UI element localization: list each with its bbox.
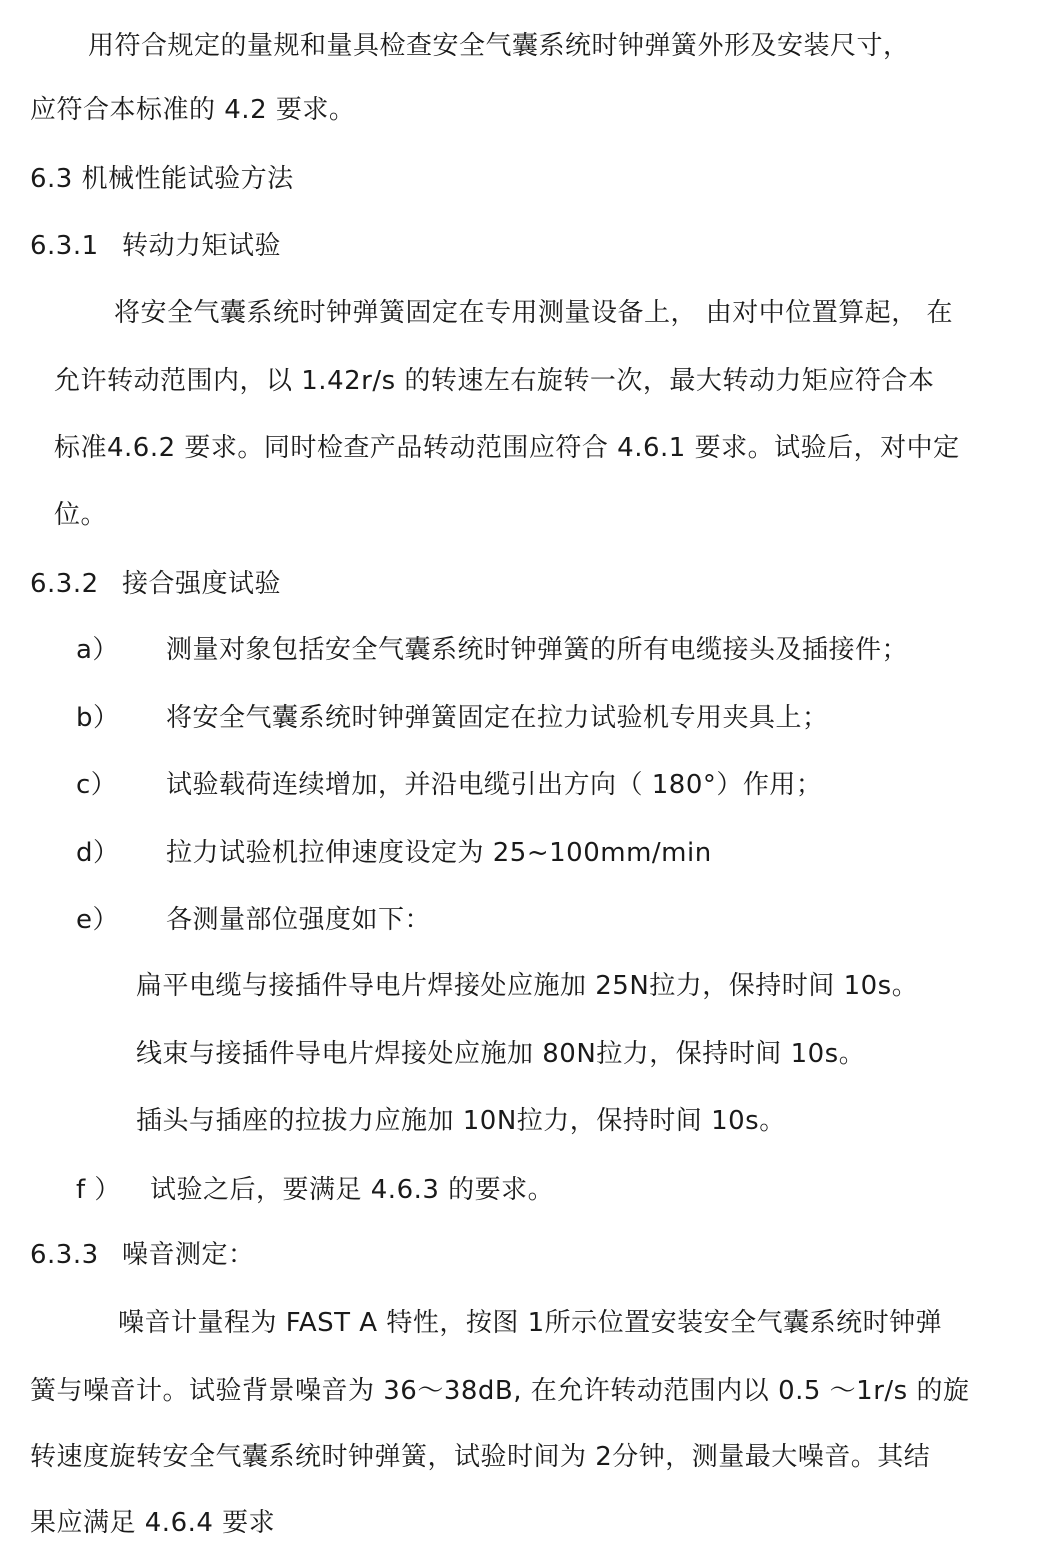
sub-item-1: 扁平电缆与接插件导电片焊接处应施加 25N拉力，保持时间 10s。	[136, 971, 919, 1001]
section-heading-6-3-1	[30, 228, 281, 264]
para-6-3-1-line-4: 位。	[54, 500, 108, 530]
para-6-3-3-line-1: 噪音计量程为 FAST A 特性，按图 1所示位置安装安全气囊系统时钟弹	[118, 1308, 943, 1338]
list-item-f	[76, 1172, 554, 1208]
list-item-d	[76, 835, 712, 871]
list-text: 将安全气囊系统时钟弹簧固定在拉力试验机专用夹具上；	[166, 703, 829, 733]
list-item-e	[76, 902, 431, 938]
section-number: 6.3.2	[30, 569, 99, 599]
list-text: 试验载荷连续增加，并沿电缆引出方向（ 180°）作用；	[166, 770, 823, 800]
list-text: 测量对象包括安全气囊系统时钟弹簧的所有电缆接头及插接件；	[166, 635, 909, 665]
list-label: b）	[76, 703, 120, 733]
list-item-a	[76, 632, 908, 668]
section-title: 转动力矩试验	[122, 231, 282, 261]
list-label: e）	[76, 905, 119, 935]
para-6-3-3-line-3: 转速度旋转安全气囊系统时钟弹簧，试验时间为 2分钟，测量最大噪音。其结	[30, 1442, 931, 1472]
list-item-b	[76, 700, 829, 736]
sub-item-2: 线束与接插件导电片焊接处应施加 80N拉力，保持时间 10s。	[136, 1039, 866, 1069]
list-label: a）	[76, 635, 119, 665]
list-text: 各测量部位强度如下：	[166, 905, 432, 935]
section-number: 6.3.1	[30, 231, 99, 261]
list-label: c）	[76, 770, 118, 800]
list-label: d）	[76, 838, 120, 868]
list-text: 试验之后，要满足 4.6.3 的要求。	[150, 1175, 555, 1205]
list-label: f ）	[76, 1175, 121, 1205]
para-6-3-3-line-4: 果应满足 4.6.4 要求	[30, 1508, 276, 1538]
para-6-3-3-line-2: 簧与噪音计。试验背景噪音为 36～38dB, 在允许转动范围内以 0.5 ～1r/s 的旋	[30, 1376, 970, 1406]
intro-line-2: 应符合本标准的 4.2 要求。	[30, 95, 356, 125]
para-6-3-1-line-1: 将安全气囊系统时钟弹簧固定在专用测量设备上， 由对中位置算起， 在	[114, 298, 954, 328]
section-number: 6.3.3	[30, 1240, 99, 1270]
section-heading-6-3-3	[30, 1237, 255, 1273]
para-6-3-1-line-2: 允许转动范围内，以 1.42r/s 的转速左右旋转一次，最大转动力矩应符合本	[54, 366, 935, 396]
section-title: 接合强度试验	[122, 569, 282, 599]
section-heading-6-3-2	[30, 566, 281, 602]
section-heading-6-3: 6.3 机械性能试验方法	[30, 164, 294, 194]
para-6-3-1-line-3: 标准4.6.2 要求。同时检查产品转动范围应符合 4.6.1 要求。试验后，对中定	[54, 433, 960, 463]
sub-item-3: 插头与插座的拉拔力应施加 10N拉力，保持时间 10s。	[136, 1106, 786, 1136]
section-title: 噪音测定：	[122, 1240, 255, 1270]
list-item-c	[76, 767, 822, 803]
intro-line-1: 用符合规定的量规和量具检查安全气囊系统时钟弹簧外形及安装尺寸，	[88, 31, 910, 61]
list-text: 拉力试验机拉伸速度设定为 25~100mm/min	[166, 838, 712, 868]
